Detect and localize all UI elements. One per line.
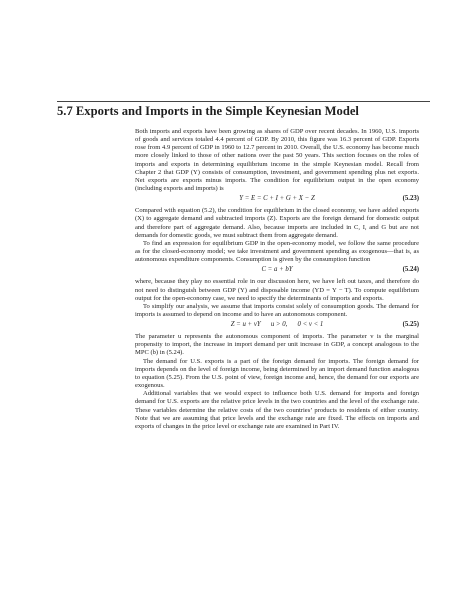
equation-expression: Y = E = C + I + G + X − Z: [239, 195, 315, 203]
paragraph: Additional variables that we would expect to influence both U.S. demand for imports and foreign demand for U.S. exports are the relative price levels in the two countries and the level of the exchange rate. These variables determine the relative costs of the two countries’ products to residents of either country. Note that we are assuming that price levels and the exchange rate are fixed. The effects on imports and exports of changes in the price level or exchange rate are examined in Part IV.: [135, 390, 419, 430]
equation-expression: C = a + bY: [261, 266, 293, 274]
equation-expression: Z = u + vY u > 0, 0 < v < 1: [230, 321, 324, 329]
paragraph: Compared with equation (5.2), the condition for equilibrium in the closed economy, we have added exports (X) to aggregate demand and subtracted imports (Z). Exports are the foreign demand for domestic output and therefore part of aggregate demand. Also, because imports are included in C, I, and G but are not demands for domestic goods, we must subtract them from aggregate demand.: [135, 207, 419, 239]
equation-number: (5.24): [402, 266, 419, 274]
body-text: [135, 128, 419, 431]
paragraph: Both imports and exports have been growing as shares of GDP over recent decades. In 1960, U.S. imports of goods and services totaled 4.4 percent of GDP. By 2010, this figure was 16.3 percent of GDP. Exports rose from 4.9 percent of GDP in 1960 to 12.7 percent in 2010. Overall, the U.S. economy has become much more closely linked to those of other nations over the past 50 years. This section focuses on the roles of imports and exports in determining equilibrium income in the simple Keynesian model. Recall from Chapter 2 that GDP (Y) consists of consumption, investment, and government spending plus net exports. Net exports are exports minus imports. The condition for equilibrium output in the open economy (including exports and imports) is: [135, 128, 419, 193]
paragraph: To simplify our analysis, we assume that imports consist solely of consumption goods. The demand for imports is assumed to depend on income and to have an autonomous component.: [135, 302, 419, 318]
paragraph: The demand for U.S. exports is a part of the foreign demand for imports. The foreign demand for imports depends on the level of foreign income, being determined by an import demand function analogous to equation (5.25). From the U.S. point of view, foreign income and, hence, the demand for our exports are exogenous.: [135, 357, 419, 390]
equation-number: (5.23): [402, 195, 419, 203]
paragraph: To find an expression for equilibrium GDP in the open-economy model, we follow the same procedure as for the closed-economy model; we take investment and government spending as exogenous—that is, as autonomous expenditure components. Consumption is given by the consumption function: [135, 239, 419, 264]
equation-5-24: [135, 265, 419, 277]
paragraph: where, because they play no essential role in our discussion here, we have left out taxes, and therefore do not need to distinguish between GDP (Y) and disposable income (YD = Y − T). To compute equilibrium output for the open-economy case, we need to specify the determinants of imports and exports.: [135, 278, 419, 302]
section-heading-rule: [57, 101, 430, 102]
equation-5-23: [135, 194, 419, 206]
paragraph: The parameter u represents the autonomous component of imports. The parameter v is the marginal propensity to import, the increase in import demand per unit increase in GDP, a concept analogous to the MPC (b) in (5.24).: [135, 333, 419, 357]
section-heading: 5.7 Exports and Imports in the Simple Keynesian Model: [57, 104, 359, 118]
equation-5-25: [135, 320, 419, 332]
equation-number: (5.25): [402, 321, 419, 329]
